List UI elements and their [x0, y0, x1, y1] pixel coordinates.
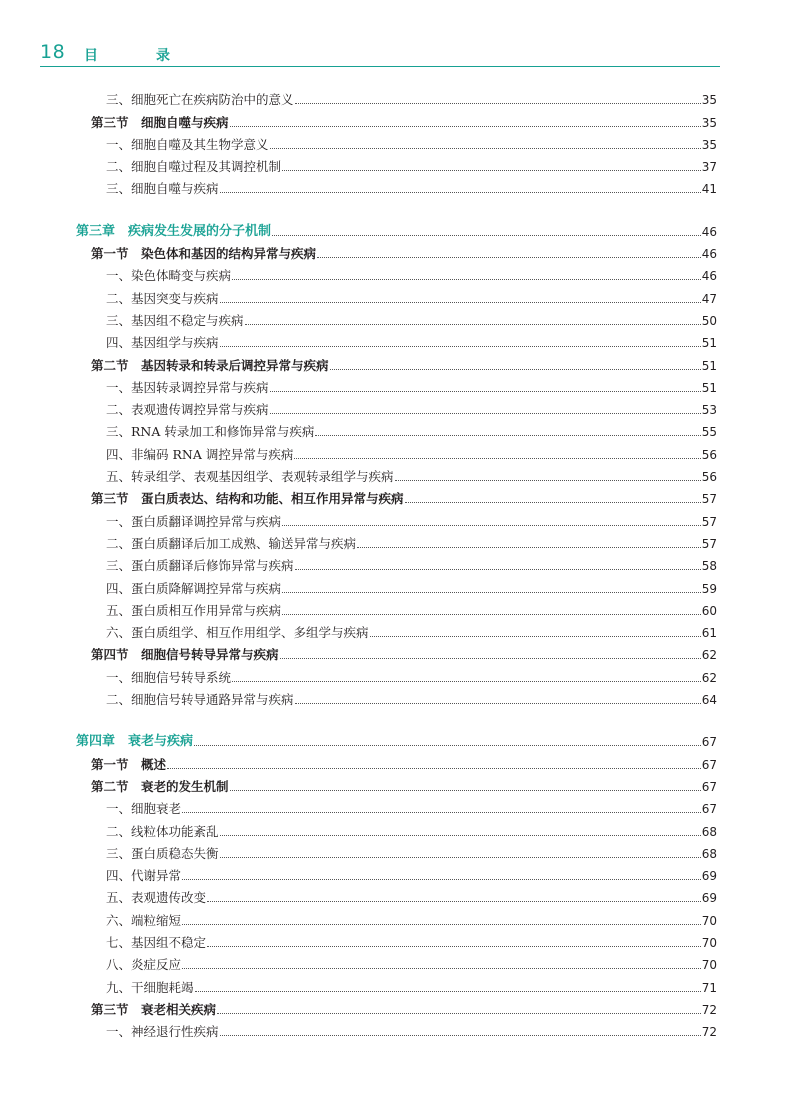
toc-entry-page-number: 69: [701, 891, 717, 906]
toc-chapter-entry[interactable]: [76, 217, 717, 239]
dot-leader: [195, 991, 701, 992]
header-title: 目 录: [84, 48, 192, 64]
dot-leader: [182, 924, 701, 925]
toc-entry-page-number: 41: [701, 182, 717, 197]
toc-entry-title: 一、染色体畸变与疾病: [106, 268, 232, 284]
toc-entry-title: 五、蛋白质相互作用异常与疾病: [106, 602, 282, 618]
dot-leader: [295, 569, 701, 570]
dot-leader: [182, 812, 701, 813]
dot-leader: [395, 480, 701, 481]
dot-leader: [230, 126, 701, 127]
toc-item-entry[interactable]: [76, 307, 717, 329]
toc-entry-page-number: 67: [701, 757, 717, 772]
toc-entry-title: 二、细胞自噬过程及其调控机制: [106, 159, 282, 175]
toc-item-entry[interactable]: [76, 552, 717, 574]
toc-entry-title: 第二节 基因转录和转录后调控异常与疾病: [91, 357, 329, 373]
toc-entry-page-number: 72: [701, 1025, 717, 1040]
dot-leader: [220, 857, 701, 858]
toc-section-entry[interactable]: [76, 485, 717, 507]
dot-leader: [270, 413, 701, 414]
dot-leader: [294, 458, 700, 459]
toc-entry-title: 第三章 疾病发生发展的分子机制: [76, 223, 272, 239]
toc-entry-title: 三、细胞死亡在疾病防治中的意义: [106, 92, 294, 108]
toc-entry-title: 第四章 衰老与疾病: [76, 734, 194, 750]
toc-item-entry[interactable]: [76, 284, 717, 306]
toc-entry-title: 二、蛋白质翻译后加工成熟、输送异常与疾病: [106, 535, 357, 551]
toc-entry-title: 三、基因组不稳定与疾病: [106, 312, 244, 328]
toc-item-entry[interactable]: [76, 530, 717, 552]
toc-section-entry[interactable]: [76, 996, 717, 1018]
toc-item-entry[interactable]: [76, 663, 717, 685]
toc-entry-title: 九、干细胞耗竭: [106, 979, 194, 995]
toc-entry-page-number: 55: [701, 425, 717, 440]
toc-item-entry[interactable]: [76, 153, 717, 175]
dot-leader: [220, 1035, 701, 1036]
dot-leader: [282, 525, 701, 526]
toc-entry-page-number: 53: [701, 403, 717, 418]
toc-entry-page-number: 35: [701, 115, 717, 130]
toc-entry-page-number: 72: [701, 1002, 717, 1017]
dot-leader: [167, 768, 701, 769]
dot-leader: [282, 170, 701, 171]
toc-item-entry[interactable]: [76, 418, 717, 440]
toc-entry-title: 七、基因组不稳定: [106, 934, 207, 950]
toc-entry-page-number: 62: [701, 670, 717, 685]
table-of-contents: [76, 86, 717, 1040]
toc-entry-page-number: 71: [701, 980, 717, 995]
dot-leader: [315, 435, 700, 436]
toc-section-entry[interactable]: [76, 773, 717, 795]
toc-entry-title: 第三节 蛋白质表达、结构和功能、相互作用异常与疾病: [91, 491, 404, 507]
toc-entry-page-number: 57: [701, 536, 717, 551]
toc-entry-title: 第四节 细胞信号转导异常与疾病: [91, 647, 279, 663]
toc-entry-page-number: 35: [701, 93, 717, 108]
dot-leader: [182, 968, 701, 969]
toc-entry-page-number: 51: [701, 380, 717, 395]
toc-item-entry[interactable]: [76, 840, 717, 862]
dot-leader: [282, 614, 701, 615]
toc-entry-title: 一、蛋白质翻译调控异常与疾病: [106, 513, 282, 529]
toc-entry-page-number: 62: [701, 648, 717, 663]
toc-entry-title: 第三节 细胞自噬与疾病: [91, 114, 229, 130]
toc-entry-page-number: 68: [701, 846, 717, 861]
dot-leader: [232, 681, 701, 682]
dot-leader: [194, 745, 701, 746]
toc-entry-title: 四、基因组学与疾病: [106, 335, 219, 351]
toc-entry-title: 三、细胞自噬与疾病: [106, 181, 219, 197]
toc-entry-page-number: 47: [701, 291, 717, 306]
toc-section-entry[interactable]: [76, 108, 717, 130]
dot-leader: [220, 192, 701, 193]
toc-entry-title: 一、细胞自噬及其生物学意义: [106, 136, 269, 152]
dot-leader: [317, 257, 701, 258]
toc-entry-title: 一、细胞衰老: [106, 801, 182, 817]
dot-leader: [295, 703, 701, 704]
toc-entry-page-number: 70: [701, 913, 717, 928]
toc-section-entry[interactable]: [76, 750, 717, 772]
toc-item-entry[interactable]: [76, 597, 717, 619]
toc-chapter-entry[interactable]: [76, 728, 717, 750]
toc-entry-page-number: 64: [701, 693, 717, 708]
toc-entry-page-number: 59: [701, 581, 717, 596]
dot-leader: [230, 790, 701, 791]
toc-section-entry[interactable]: [76, 240, 717, 262]
toc-item-entry[interactable]: [76, 817, 717, 839]
toc-entry-title: 三、RNA 转录加工和修饰异常与疾病: [106, 424, 315, 440]
toc-entry-title: 一、细胞信号转导系统: [106, 669, 232, 685]
toc-item-entry[interactable]: [76, 574, 717, 596]
toc-entry-title: 三、蛋白质稳态失衡: [106, 845, 219, 861]
toc-entry-page-number: 57: [701, 492, 717, 507]
toc-entry-page-number: 67: [701, 779, 717, 794]
toc-entry-page-number: 37: [701, 160, 717, 175]
toc-entry-page-number: 46: [701, 224, 717, 239]
toc-item-entry[interactable]: [76, 396, 717, 418]
toc-item-entry[interactable]: [76, 951, 717, 973]
toc-entry-title: 第三节 衰老相关疾病: [91, 1001, 217, 1017]
toc-item-entry[interactable]: [76, 906, 717, 928]
toc-entry-page-number: 57: [701, 514, 717, 529]
toc-entry-title: 第一节 染色体和基因的结构异常与疾病: [91, 246, 317, 262]
toc-item-entry[interactable]: [76, 131, 717, 153]
toc-item-entry[interactable]: [76, 329, 717, 351]
toc-entry-title: 五、转录组学、表观基因组学、表观转录组学与疾病: [106, 469, 394, 485]
dot-leader: [217, 1013, 701, 1014]
toc-item-entry[interactable]: [76, 973, 717, 995]
toc-entry-title: 八、炎症反应: [106, 957, 182, 973]
toc-entry-title: 三、蛋白质翻译后修饰异常与疾病: [106, 558, 294, 574]
toc-entry-title: 二、基因突变与疾病: [106, 290, 219, 306]
toc-item-entry[interactable]: [76, 175, 717, 197]
toc-entry-title: 一、基因转录调控异常与疾病: [106, 379, 269, 395]
toc-entry-title: 四、代谢异常: [106, 868, 182, 884]
toc-item-entry[interactable]: [76, 1018, 717, 1040]
dot-leader: [357, 547, 701, 548]
toc-entry-title: 二、细胞信号转导通路异常与疾病: [106, 692, 294, 708]
toc-item-entry[interactable]: [76, 262, 717, 284]
toc-entry-page-number: 50: [701, 313, 717, 328]
dot-leader: [270, 391, 701, 392]
toc-entry-title: 第二节 衰老的发生机制: [91, 778, 229, 794]
toc-entry-page-number: 68: [701, 824, 717, 839]
toc-entry-page-number: 56: [701, 470, 717, 485]
dot-leader: [232, 279, 701, 280]
toc-entry-page-number: 51: [701, 336, 717, 351]
dot-leader: [272, 235, 701, 236]
dot-leader: [280, 658, 701, 659]
toc-item-entry[interactable]: [76, 440, 717, 462]
toc-item-entry[interactable]: [76, 374, 717, 396]
toc-entry-page-number: 67: [701, 735, 717, 750]
toc-item-entry[interactable]: [76, 795, 717, 817]
toc-entry-page-number: 35: [701, 137, 717, 152]
header-rule: [40, 66, 720, 67]
toc-section-entry[interactable]: [76, 351, 717, 373]
dot-leader: [270, 148, 701, 149]
toc-entry-title: 六、蛋白质组学、相互作用组学、多组学与疾病: [106, 625, 369, 641]
toc-entry-title: 五、表观遗传改变: [106, 890, 207, 906]
toc-entry-title: 一、神经退行性疾病: [106, 1024, 219, 1040]
dot-leader: [405, 502, 701, 503]
dot-leader: [220, 835, 701, 836]
toc-entry-page-number: 70: [701, 935, 717, 950]
toc-item-entry[interactable]: [76, 463, 717, 485]
toc-item-entry[interactable]: [76, 507, 717, 529]
dot-leader: [182, 879, 701, 880]
dot-leader: [330, 369, 701, 370]
toc-entry-title: 二、线粒体功能紊乱: [106, 823, 219, 839]
toc-entry-page-number: 60: [701, 603, 717, 618]
toc-item-entry[interactable]: [76, 884, 717, 906]
toc-entry-page-number: 67: [701, 802, 717, 817]
toc-entry-title: 第一节 概述: [91, 756, 167, 772]
toc-item-entry[interactable]: [76, 86, 717, 108]
toc-entry-page-number: 46: [701, 247, 717, 262]
toc-entry-title: 六、端粒缩短: [106, 912, 182, 928]
toc-entry-page-number: 70: [701, 958, 717, 973]
page-header: [40, 36, 720, 68]
toc-entry-page-number: 58: [701, 559, 717, 574]
toc-gap: [76, 197, 717, 209]
dot-leader: [245, 324, 701, 325]
toc-item-entry[interactable]: [76, 619, 717, 641]
toc-item-entry[interactable]: [76, 862, 717, 884]
toc-entry-title: 四、蛋白质降解调控异常与疾病: [106, 580, 282, 596]
toc-entry-page-number: 69: [701, 869, 717, 884]
dot-leader: [220, 346, 701, 347]
toc-gap: [76, 708, 717, 720]
dot-leader: [370, 636, 701, 637]
page-number: 18: [40, 41, 66, 63]
toc-item-entry[interactable]: [76, 929, 717, 951]
toc-item-entry[interactable]: [76, 686, 717, 708]
dot-leader: [220, 302, 701, 303]
dot-leader: [282, 592, 701, 593]
toc-entry-page-number: 51: [701, 358, 717, 373]
toc-entry-page-number: 61: [701, 626, 717, 641]
dot-leader: [295, 103, 701, 104]
toc-entry-title: 二、表观遗传调控异常与疾病: [106, 402, 269, 418]
toc-entry-title: 四、非编码 RNA 调控异常与疾病: [106, 446, 294, 462]
toc-entry-page-number: 46: [701, 269, 717, 284]
dot-leader: [207, 901, 701, 902]
toc-section-entry[interactable]: [76, 641, 717, 663]
dot-leader: [207, 946, 701, 947]
toc-entry-page-number: 56: [701, 447, 717, 462]
